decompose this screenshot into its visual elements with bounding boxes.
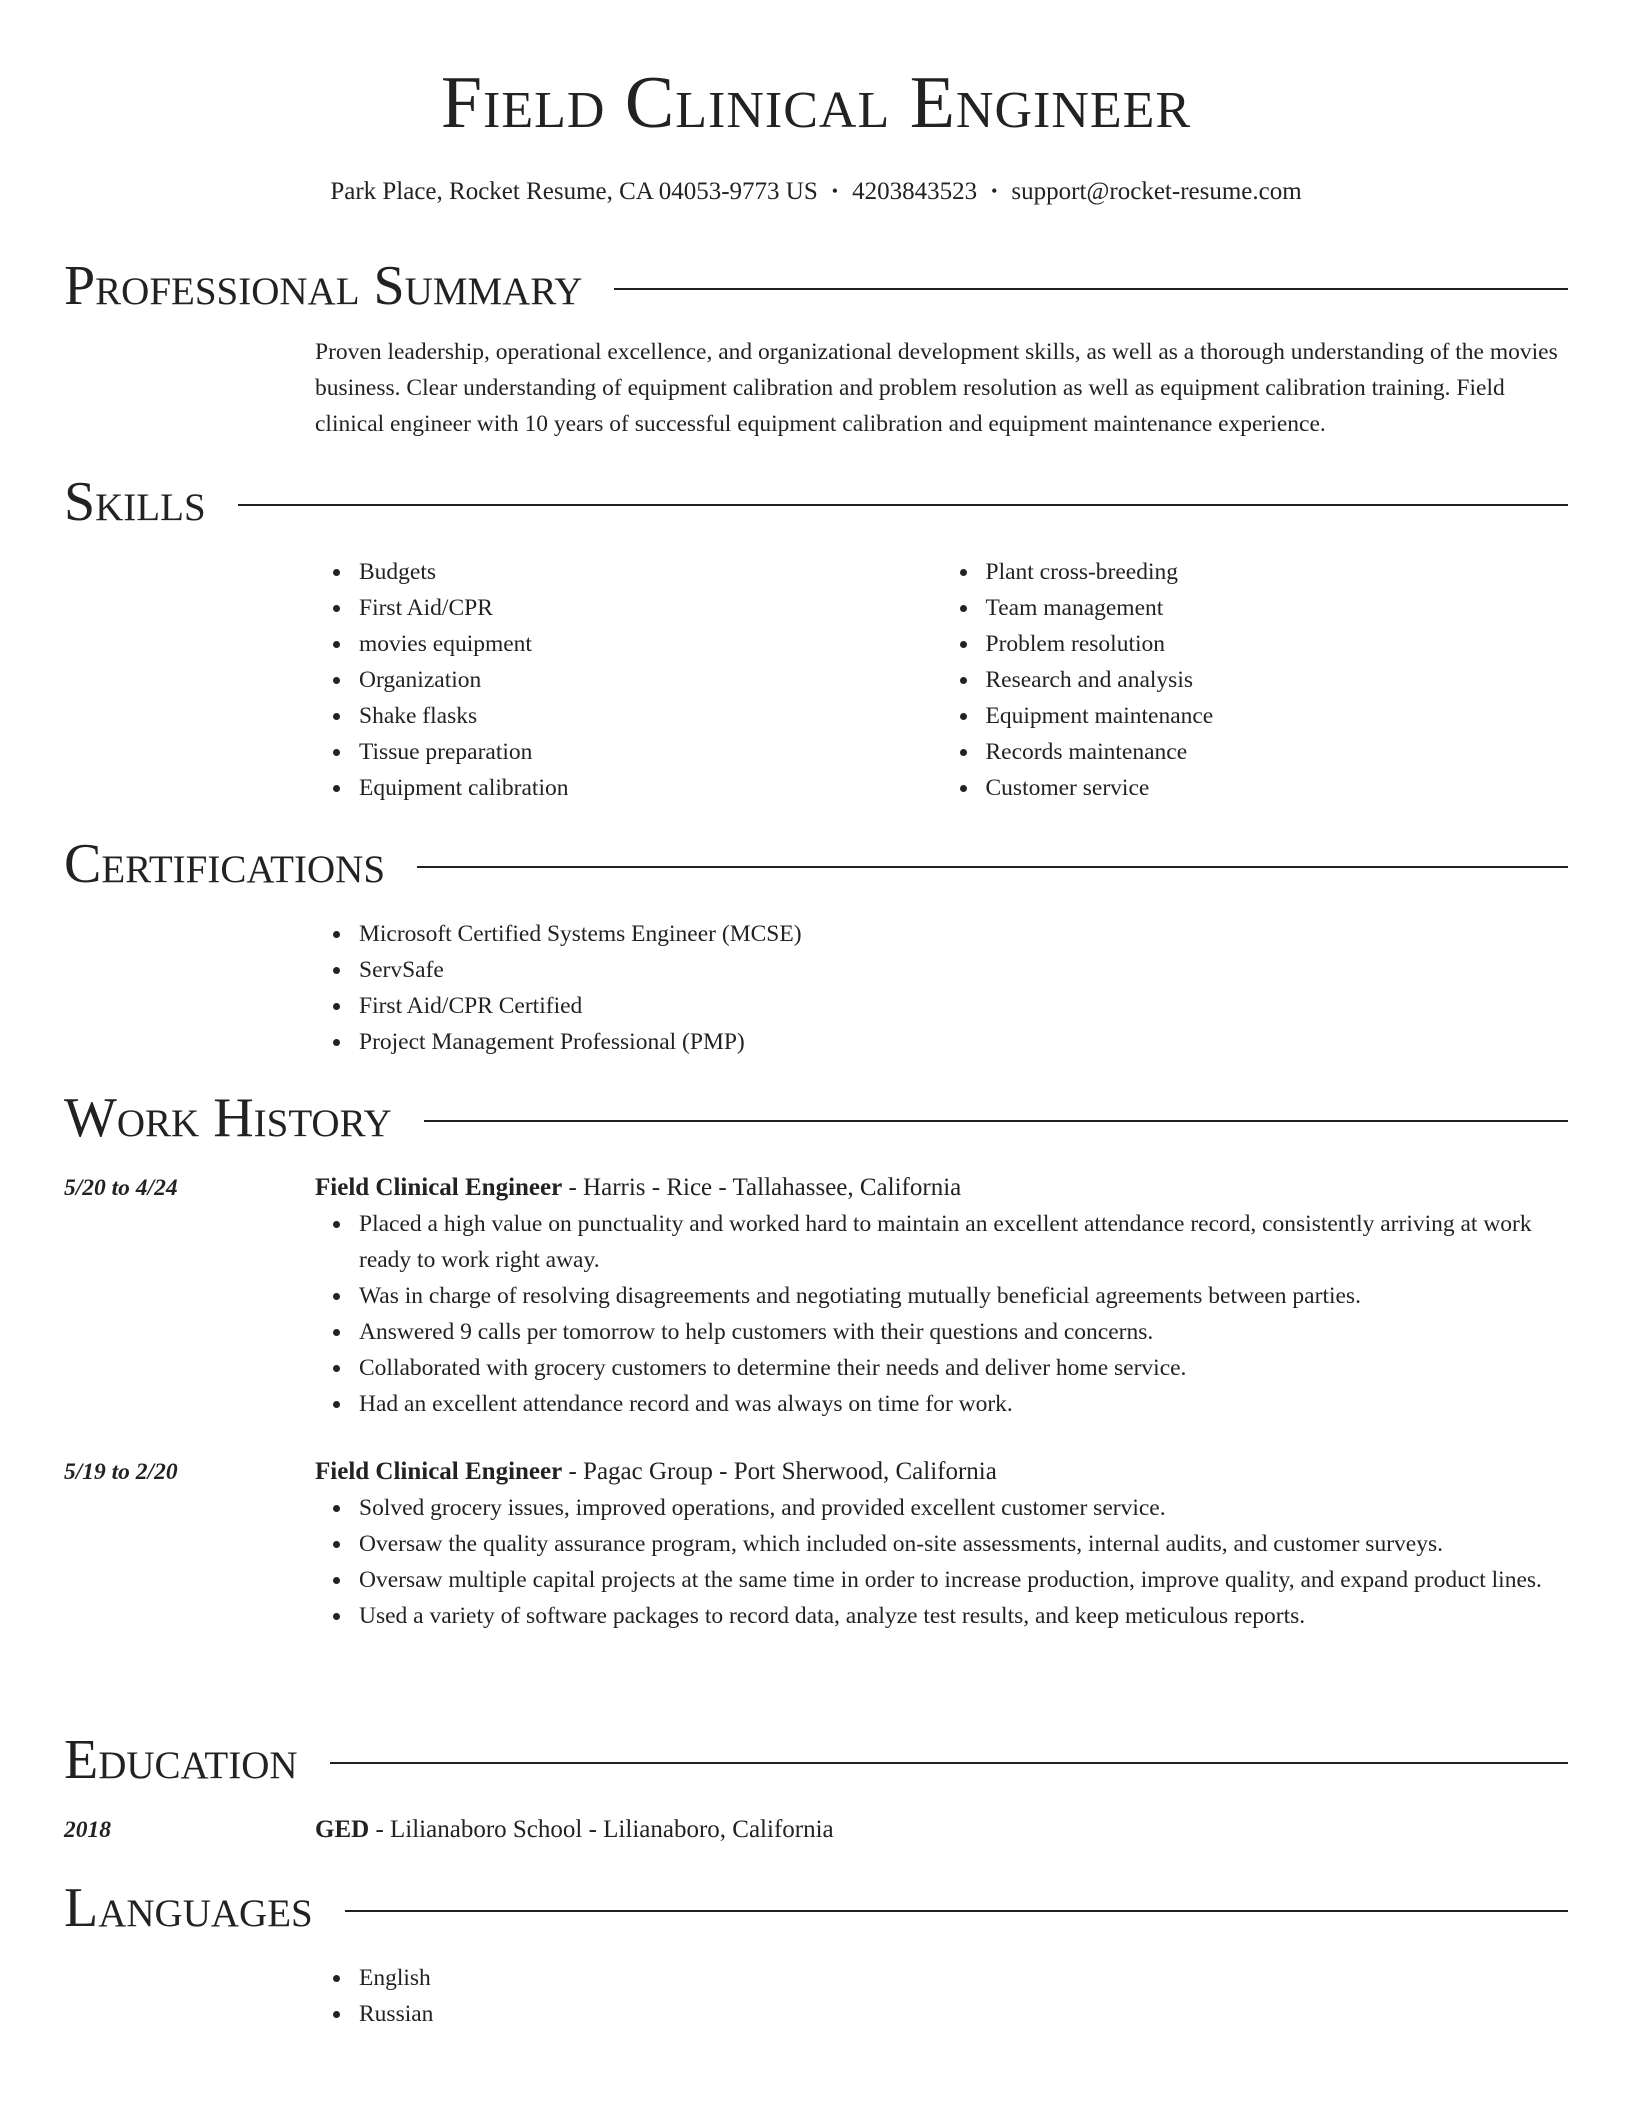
skill-item: Equipment calibration [359,770,942,806]
separator-dot: • [991,181,998,201]
skill-item: Problem resolution [986,626,1569,662]
section-title: Certifications [64,833,386,895]
section-header [64,250,1568,322]
candidate-name: Field Clinical Engineer [440,62,1192,144]
section-header [64,1872,1568,1944]
phone: 4203843523 [852,178,978,205]
job-role: Field Clinical Engineer [315,1174,563,1201]
section-title: Professional Summary [64,255,583,317]
job-bullet: Solved grocery issues, improved operations, and provided excellent customer service. [359,1490,1568,1526]
languages-body [315,1960,1568,2032]
education-year: 2018 [64,1817,111,1843]
job-bullet: Answered 9 calls per tomorrow to help customers with their questions and concerns. [359,1314,1568,1350]
skills-section [64,466,1568,806]
certifications-section [64,828,1568,1060]
section-divider [330,1762,1568,1764]
work-history-section [64,1082,1568,1634]
section-divider [238,504,1568,506]
language-item: Russian [359,1996,1568,2032]
job-bullet: Collaborated with grocery customers to determine their needs and deliver home service. [359,1350,1568,1386]
job-bullet: Was in charge of resolving disagreements and negotiating mutually beneficial agreements between parties. [359,1278,1568,1314]
education-section [64,1724,1568,1848]
job-role: Field Clinical Engineer [315,1458,563,1485]
skill-item: Budgets [359,554,942,590]
education-degree: GED [315,1816,370,1843]
email: support@rocket-resume.com [1011,178,1302,205]
job-body [315,1170,1568,1422]
job-dates: 5/20 to 4/24 [64,1175,178,1201]
skill-item: movies equipment [359,626,942,662]
job-entry [64,1170,1568,1422]
certification-item: First Aid/CPR Certified [359,988,1568,1024]
job-entry [64,1454,1568,1634]
languages-section [64,1872,1568,2032]
skill-item: Shake flasks [359,698,942,734]
address: Park Place, Rocket Resume, CA 04053-9773 US [330,178,818,205]
section-divider [345,1910,1568,1912]
skill-item: Records maintenance [986,734,1569,770]
certifications-body [315,916,1568,1060]
language-item: English [359,1960,1568,1996]
skill-item: Team management [986,590,1569,626]
languages-list [315,1960,1568,2032]
job-heading [315,1170,1568,1206]
job-details: - Harris - Rice - Tallahassee, California [562,1174,962,1201]
certification-item: Project Management Professional (PMP) [359,1024,1568,1060]
skill-item: Tissue preparation [359,734,942,770]
section-title: Work History [64,1087,392,1149]
skill-item: Equipment maintenance [986,698,1569,734]
skill-item: Organization [359,662,942,698]
contact-line [64,174,1568,209]
job-bullet: Oversaw multiple capital projects at the same time in order to increase production, improve quality, and expand product lines. [359,1562,1568,1598]
section-header [64,1082,1568,1154]
skill-item: Plant cross-breeding [986,554,1569,590]
summary-section [64,250,1568,442]
section-header [64,828,1568,900]
job-details: - Pagac Group - Port Sherwood, California [562,1458,997,1485]
section-header [64,466,1568,538]
job-heading [315,1454,1568,1490]
section-divider [614,288,1568,290]
education-details: - Lilianaboro School - Lilianaboro, California [369,1816,834,1843]
job-bullets [315,1490,1568,1634]
skills-list-left [315,554,942,806]
job-bullet: Had an excellent attendance record and was always on time for work. [359,1386,1568,1422]
job-dates: 5/19 to 2/20 [64,1459,178,1485]
education-heading [315,1812,1568,1848]
section-title: Skills [64,471,206,533]
job-bullet: Used a variety of software packages to record data, analyze test results, and keep meticulous reports. [359,1598,1568,1634]
skills-list-right [942,554,1569,806]
summary-text: Proven leadership, operational excellence, and organizational development skills, as well as a thorough understanding of the movies business. Clear understanding of equipment calibration and problem resolution as well as equipment calibration training. Field clinical engineer with 10 years of successful equipment calibration and equipment maintenance experience. [315,339,1558,437]
education-entry [64,1812,1568,1848]
certifications-list [315,916,1568,1060]
skills-grid [315,554,1568,806]
job-bullet: Placed a high value on punctuality and worked hard to maintain an excellent attendance record, consistently arriving at work ready to work right away. [359,1206,1568,1278]
certification-item: Microsoft Certified Systems Engineer (MCSE) [359,916,1568,952]
separator-dot: • [831,181,839,201]
section-divider [417,866,1568,868]
skill-item: Customer service [986,770,1569,806]
skill-item: First Aid/CPR [359,590,942,626]
education-body [315,1812,1568,1848]
skill-item: Research and analysis [986,662,1569,698]
section-divider [424,1120,1568,1122]
section-title: Education [64,1729,298,1791]
certification-item: ServSafe [359,952,1568,988]
job-body [315,1454,1568,1634]
section-title: Languages [64,1877,313,1939]
section-header [64,1724,1568,1796]
job-bullets [315,1206,1568,1422]
job-bullet: Oversaw the quality assurance program, which included on-site assessments, internal audits, and customer surveys. [359,1526,1568,1562]
summary-body [315,334,1568,442]
